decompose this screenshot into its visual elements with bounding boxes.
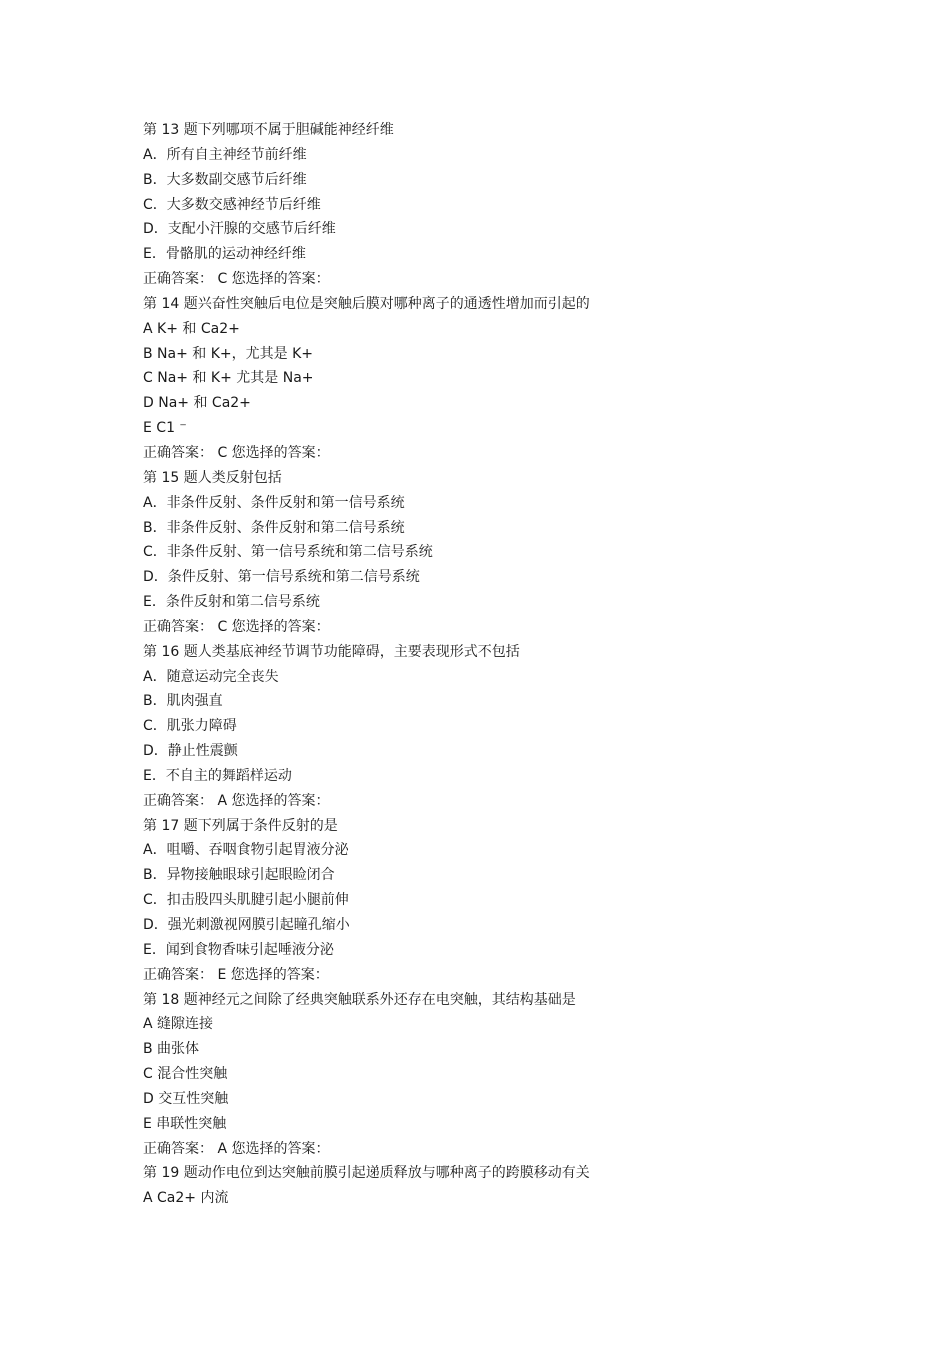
answer-option: E．闻到食物香味引起唾液分泌	[143, 941, 334, 958]
answer-option: D．条件反射、第一信号系统和第二信号系统	[143, 569, 420, 586]
answer-option: E．条件反射和第二信号系统	[143, 594, 320, 611]
answer-option: E 串联性突触	[143, 1115, 227, 1132]
answer-option: A．咀嚼、吞咽食物引起胃液分泌	[143, 842, 349, 859]
answer-option: C．扣击股四头肌腱引起小腿前伸	[143, 892, 349, 909]
answer-option: D．强光刺激视网膜引起瞳孔缩小	[143, 917, 350, 933]
answer-option: D Na+ 和 Ca2+	[143, 395, 251, 412]
correct-answer-line: 正确答案： C 您选择的答案：	[143, 444, 330, 461]
answer-option: B 曲张体	[143, 1041, 200, 1058]
answer-option: C．非条件反射、第一信号系统和第二信号系统	[143, 544, 433, 561]
question-title: 第 18 题神经元之间除了经典突触联系外还存在电突触，其结构基础是	[143, 991, 576, 1008]
answer-option: C．大多数交感神经节后纤维	[143, 196, 321, 213]
document-page	[143, 118, 903, 1211]
answer-option: A．所有自主神经节前纤维	[143, 146, 307, 163]
answer-option: B．肌肉强直	[143, 693, 223, 710]
answer-option: C 混合性突触	[143, 1066, 228, 1083]
correct-answer-line: 正确答案： A 您选择的答案：	[143, 792, 330, 809]
answer-option: B．大多数副交感节后纤维	[143, 171, 307, 188]
answer-option: A K+ 和 Ca2+	[143, 320, 240, 337]
question-title: 第 17 题下列属于条件反射的是	[143, 817, 338, 834]
question-title: 第 16 题人类基底神经节调节功能障碍，主要表现形式不包括	[143, 643, 520, 660]
answer-option: A．随意运动完全丧失	[143, 668, 279, 685]
answer-option: E．不自主的舞蹈样运动	[143, 767, 292, 784]
question-title: 第 19 题动作电位到达突触前膜引起递质释放与哪种离子的跨膜移动有关	[143, 1165, 590, 1182]
answer-option: A．非条件反射、条件反射和第一信号系统	[143, 494, 405, 511]
correct-answer-line: 正确答案： C 您选择的答案：	[143, 271, 330, 288]
answer-option: D．支配小汗腺的交感节后纤维	[143, 221, 336, 238]
answer-option: D．静止性震颤	[143, 743, 238, 760]
answer-option: B．非条件反射、条件反射和第二信号系统	[143, 519, 405, 536]
question-title: 第 14 题兴奋性突触后电位是突触后膜对哪种离子的通透性增加而引起的	[143, 295, 590, 312]
answer-option: B Na+ 和 K+，尤其是 K+	[143, 345, 314, 362]
answer-option: B．异物接触眼球引起眼睑闭合	[143, 867, 335, 884]
correct-answer-line: 正确答案： C 您选择的答案：	[143, 618, 330, 635]
correct-answer-line: 正确答案： A 您选择的答案：	[143, 1140, 330, 1157]
answer-option: E．骨骼肌的运动神经纤维	[143, 246, 306, 263]
answer-option: C．肌张力障碍	[143, 718, 237, 735]
answer-option: E C1 ⁻	[143, 420, 187, 437]
correct-answer-line: 正确答案： E 您选择的答案：	[143, 966, 329, 983]
answer-option: A 缝隙连接	[143, 1016, 214, 1033]
answer-option: D 交互性突触	[143, 1090, 229, 1107]
answer-option: C Na+ 和 K+ 尤其是 Na+	[143, 370, 314, 387]
question-title: 第 13 题下列哪项不属于胆碱能神经纤维	[143, 122, 394, 138]
question-title: 第 15 题人类反射包括	[143, 469, 282, 486]
answer-option: A Ca2+ 内流	[143, 1190, 229, 1207]
